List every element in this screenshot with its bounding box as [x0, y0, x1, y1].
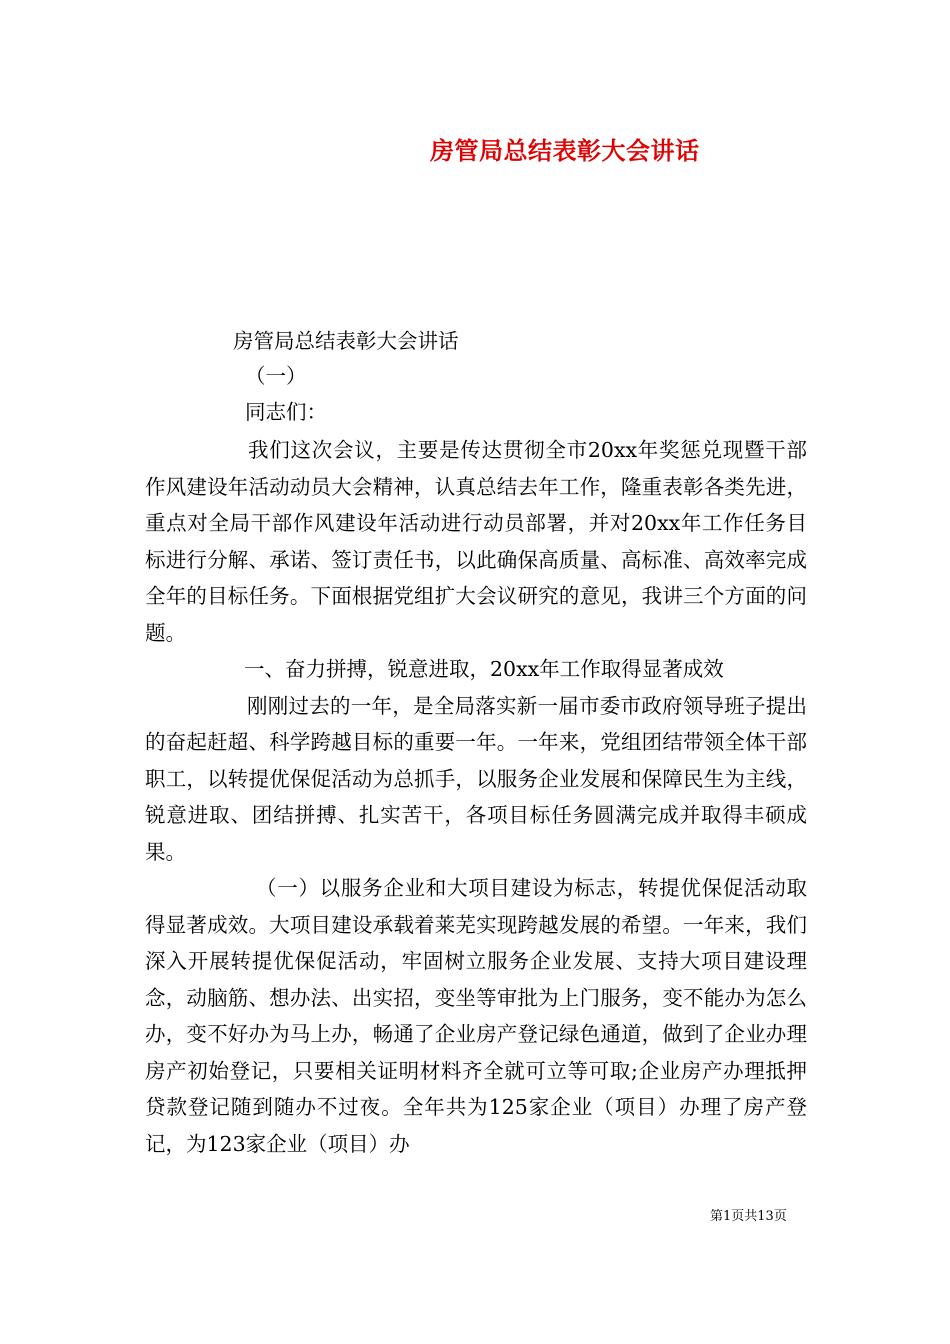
- document-subtitle: 房管局总结表彰大会讲话: [233, 329, 459, 353]
- body-paragraph-subsection-1: （一）以服务企业和大项目建设为标志，转提优保促活动取得显著成效。大项目建设承载着莱芜实现跨越发展的希望。一年来，我们深入开展转提优保促活动，牢固树立服务企业发展、支持大项目建设理念，动脑筋、想办法、出实招，变坐等审批为上门服务，变不能办为怎么办，变不好办为马上办，畅通了企业房产登记绿色通道，做到了企业办理房产初始登记，只要相关证明材料齐全就可立等可取;企业房产办理抵押贷款登记随到随办不过夜。全年共为125家企业（项目）办理了房产登记，为123家企业（项目）办: [145, 876, 807, 1156]
- section-heading-1: 一、奋力拼搏，锐意进取，20xx年工作取得显著成效: [244, 657, 724, 681]
- salutation: 同志们：: [245, 400, 327, 424]
- document-title: 房管局总结表彰大会讲话: [430, 136, 700, 165]
- page-number: 第1页共13页: [710, 1209, 787, 1224]
- section-marker: （一）: [245, 364, 307, 388]
- body-paragraph-intro: 我们这次会议，主要是传达贯彻全市20xx年奖惩兑现暨干部作风建设年活动动员大会精神，认真总结去年工作，隆重表彰各类先进，重点对全局干部作风建设年活动进行动员部署，并对20xx年工作任务目标进行分解、承诺、签订责任书，以此确保高质量、高标准、高效率完成全年的目标任务。下面根据党组扩大会议研究的意见，我讲三个方面的问题。: [145, 438, 807, 645]
- body-paragraph-review: 刚刚过去的一年，是全局落实新一届市委市政府领导班子提出的奋起赶超、科学跨越目标的重要一年。一年来，党组团结带领全体干部职工，以转提优保促活动为总抓手，以服务企业发展和保障民生为主线，锐意进取、团结拼搏、扎实苦干，各项目标任务圆满完成并取得丰硕成果。: [145, 693, 807, 864]
- document-body: [145, 432, 807, 1162]
